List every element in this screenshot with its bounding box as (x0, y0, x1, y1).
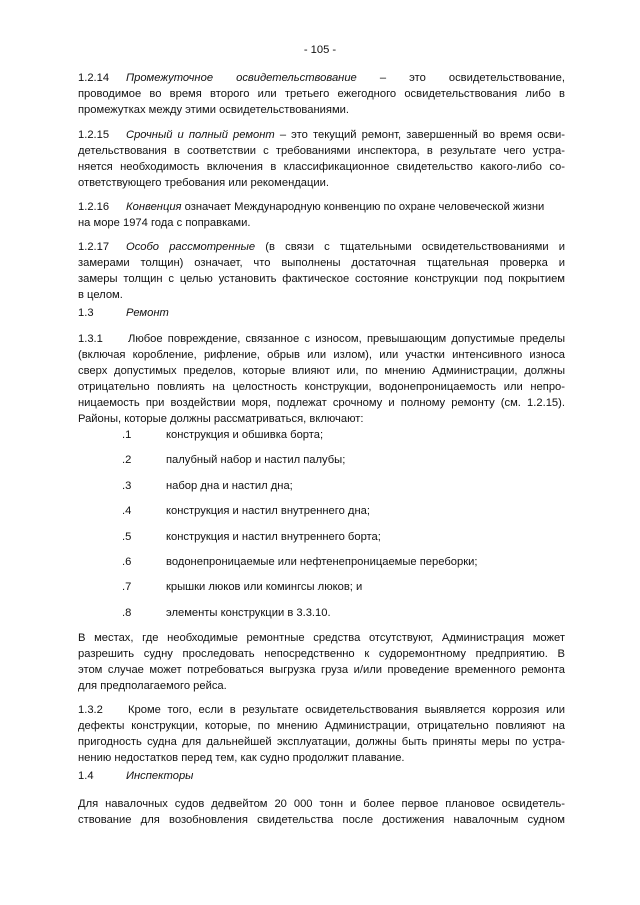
list-item-number: .6 (122, 556, 132, 568)
paragraph-line: замерами толщин) означает, что выполнены достаточная тщательная проверка и (78, 257, 565, 269)
paragraph-1-2-15: 1.2.15 Срочный и полный ремонт – это текущий ремонт, завершенный во время осви- детельствования в соответствии с требованиями инспектора, в результате чего устра- няется необходимость включения в классификационное свидетельство какого-либо со- ответствующего требования или рекомендации. (78, 129, 565, 189)
paragraph-1-3-1: 1.3.1 Любое повреждение, связанное с износом, превышающим допустимые пределы (включая коробление, рифление, обрыв или излом), или участки интенсивного износа сверх допустимых пределов, которые влияют или, по мнению Администрации, должны отрицательно повлиять на целостность конструкции, водонепроницаемость или непро- ницаемость при воздействии моря, подлежат срочному и полному ремонту (см. 1.2.15). Районы, которые должны рассматриваться, включают: (78, 333, 565, 425)
list-item-number: .5 (122, 531, 132, 543)
paragraph-bulk-carriers (78, 796, 565, 828)
paragraph-1-2-14: 1.2.14 Промежуточное освидетельствование – это освидетельствование, проводимое во время второго или третьего ежегодного освидетельствования либо в промежутках между этими освидетельствованиями. (78, 72, 565, 116)
paragraph-number: 1.3.2 (78, 704, 103, 716)
defined-term: Промежуточное освидетельствование (126, 72, 357, 84)
list-item-text: конструкция и настил внутреннего борта; (166, 531, 381, 543)
paragraph-line: замеры толщин с целью установить фактическое состояние конструкции под покрытием (78, 273, 565, 285)
paragraph-line: промежутках между этими освидетельствованиями. (78, 104, 349, 116)
list-item-text: конструкция и настил внутреннего дна; (166, 505, 370, 517)
paragraph-line: (включая коробление, рифление, обрыв или излом), или участки интенсивного износа (78, 349, 565, 361)
list-item-text: набор дна и настил дна; (166, 480, 293, 492)
paragraph-line: отрицательно повлиять на целостность конструкции, водонепроницаемость или непро- (78, 381, 565, 393)
paragraph-line: ницаемость при воздействии моря, подлежат срочному и полному ремонту (см. 1.2.15). (78, 397, 565, 409)
section-title: Ремонт (126, 307, 169, 319)
list-item-number: .3 (122, 480, 132, 492)
paragraph-line: нению недостатков перед тем, как судно продолжит плавание. (78, 752, 405, 764)
defined-term: Особо рассмотренные (126, 241, 256, 253)
list-item-text: крышки люков или комингсы люков; и (166, 581, 363, 593)
paragraph-line: В местах, где необходимые ремонтные средства отсутствуют, Администрация может (78, 632, 565, 644)
paragraph-line: разрешить судну проследовать непосредственно к судоремонтному предприятию. В (78, 648, 565, 660)
paragraph-repair-facilities (78, 630, 565, 694)
list-item-text: элементы конструкции в 3.3.10. (166, 607, 331, 619)
section-number: 1.3 (78, 307, 94, 319)
defined-term: Конвенция (126, 201, 182, 213)
defined-term: Срочный и полный ремонт (126, 129, 275, 141)
list-item-number: .4 (122, 505, 132, 517)
list-item-number: .1 (122, 429, 132, 441)
paragraph-number: 1.2.16 (78, 201, 110, 213)
paragraph-line: Для навалочных судов дедвейтом 20 000 тонн и более первое плановое освидетель- (78, 798, 565, 810)
paragraph-number: 1.2.14 (78, 72, 110, 84)
paragraph-1-3-2: 1.3.2 Кроме того, если в результате освидетельствования выявляется коррозия или дефекты конструкции, которые, по мнению Администрации, отрицательно повлияют на пригодность судна для дальнейшей эксплуатации, должны быть приняты меры по устра- нению недостатков перед тем, как судно продолжит плавание. (78, 704, 565, 764)
list-item-text: водонепроницаемые или нефтенепроницаемые переборки; (166, 556, 478, 568)
page-number: - 105 - (303, 44, 337, 56)
list-item-text: конструкция и обшивка борта; (166, 429, 324, 441)
paragraph-number: 1.3.1 (78, 333, 103, 345)
paragraph-line: сверх допустимых пределов, которые влияют или, по мнению Администрации, должны (78, 365, 565, 377)
paragraph-line: на море 1974 года с поправками. (78, 217, 251, 229)
paragraph-line: дефекты конструкции, которые, по мнению Администрации, отрицательно повлияют на (78, 720, 565, 732)
list-item-number: .8 (122, 607, 132, 619)
section-title: Инспекторы (126, 770, 194, 782)
section-number: 1.4 (78, 770, 94, 782)
paragraph-line: проводимое во время второго или третьего ежегодного освидетельствования либо в (78, 88, 565, 100)
list-item-text: палубный набор и настил палубы; (166, 454, 346, 466)
paragraph-number: 1.2.17 (78, 241, 110, 253)
paragraph-number: 1.2.15 (78, 129, 110, 141)
paragraph-line: в целом. (78, 289, 123, 301)
paragraph-line: детельствования в соответствии с требованиями инспектора, в результате чего устра- (78, 145, 565, 157)
paragraph-line: этом случае может потребоваться выгрузка груза и/или проведение временного ремонта (78, 664, 565, 676)
paragraph-line: ответствующего требования или рекомендации. (78, 177, 330, 189)
paragraph-line: для предполагаемого рейса. (78, 680, 227, 692)
list-item-number: .7 (122, 581, 132, 593)
paragraph-1-2-16: 1.2.16 Конвенция означает Международную конвенцию по охране человеческой жизни на море 1974 года с поправками. (78, 199, 565, 231)
paragraph-line: Районы, которые должны рассматриваться, включают: (78, 413, 364, 425)
list-item-number: .2 (122, 454, 132, 466)
paragraph-line: пригодность судна для дальнейшей эксплуатации, должны быть приняты меры по устра- (78, 736, 565, 748)
paragraph-line: няется необходимость включения в классификационное свидетельство какого-либо со- (78, 161, 565, 173)
paragraph-line: ствование для возобновления свидетельства после достижения навалочным судном (78, 814, 565, 826)
paragraph-1-2-17: 1.2.17 Особо рассмотренные (в связи с тщательными освидетельствованиями и замерами толщин) означает, что выполнены достаточная тщательная проверка и замеры толщин с целью установить фактическое состояние конструкции под покрытием в целом. (78, 241, 565, 301)
